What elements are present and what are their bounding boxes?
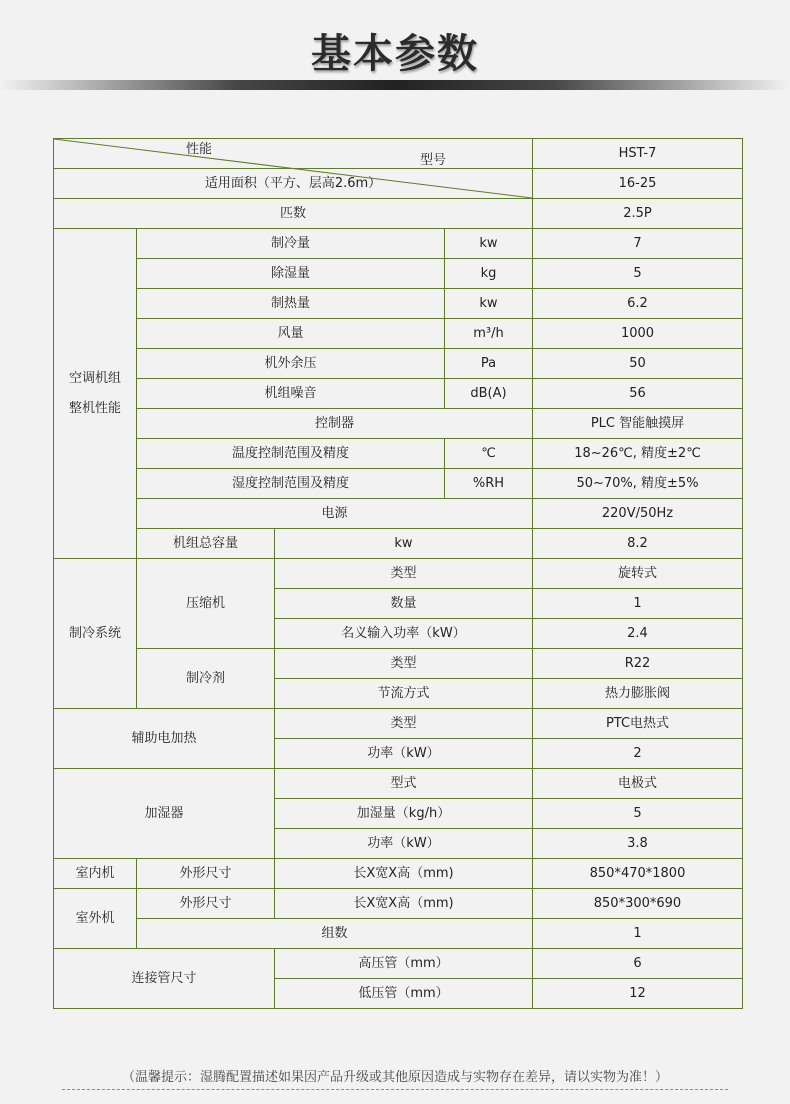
horsepower-label: 匹数	[54, 199, 533, 229]
table-row	[54, 709, 743, 739]
item-value: 3.8	[533, 829, 743, 859]
item-name: 湿度控制范围及精度	[137, 469, 445, 499]
item-name: 高压管（mm）	[275, 949, 533, 979]
item-name: 除湿量	[137, 259, 445, 289]
table-row	[54, 859, 743, 889]
item-value: 56	[533, 379, 743, 409]
item-name: 电源	[137, 499, 533, 529]
item-name: 类型	[275, 649, 533, 679]
unit-group-label	[54, 229, 137, 559]
item-value: 7	[533, 229, 743, 259]
item-name: 型式	[275, 769, 533, 799]
item-name: 功率（kW）	[275, 739, 533, 769]
item-unit: Pa	[445, 349, 533, 379]
outdoor-group-label: 组数	[137, 919, 533, 949]
unit-group-label-line1: 空调机组	[68, 370, 121, 386]
table-row	[54, 199, 743, 229]
indoor-label: 室内机	[54, 859, 137, 889]
item-value: PTC电热式	[533, 709, 743, 739]
table-row	[54, 289, 743, 319]
table-row	[54, 649, 743, 679]
item-name: 低压管（mm）	[275, 979, 533, 1009]
disclaimer-note: （温馨提示：湿腾配置描述如果因产品升级或其他原因造成与实物存在差异，请以实物为准！）	[121, 1070, 668, 1085]
indoor-sub-label: 外形尺寸	[137, 859, 275, 889]
horsepower-value: 2.5P	[533, 199, 743, 229]
dashed-divider	[62, 1089, 728, 1090]
table-row	[54, 349, 743, 379]
item-unit: ℃	[445, 439, 533, 469]
outdoor-dim-label: 长X宽X高（mm)	[275, 889, 533, 919]
item-value: 12	[533, 979, 743, 1009]
item-name: 制冷量	[137, 229, 445, 259]
item-unit: kw	[445, 289, 533, 319]
table-row	[54, 949, 743, 979]
item-value: 1000	[533, 319, 743, 349]
compressor-label: 压缩机	[137, 559, 275, 649]
item-unit: kw	[275, 529, 533, 559]
indoor-dim-value: 850*470*1800	[533, 859, 743, 889]
table-header-row	[54, 139, 743, 169]
indoor-dim-label: 长X宽X高（mm)	[275, 859, 533, 889]
item-name: 类型	[275, 559, 533, 589]
table-row	[54, 889, 743, 919]
outdoor-sub-label: 外形尺寸	[137, 889, 275, 919]
refrigerant-label: 制冷剂	[137, 649, 275, 709]
unit-group-label-line2: 整机性能	[68, 400, 121, 416]
piping-label: 连接管尺寸	[54, 949, 275, 1009]
item-name: 温度控制范围及精度	[137, 439, 445, 469]
table-row	[54, 769, 743, 799]
item-name: 机组噪音	[137, 379, 445, 409]
item-value: 220V/50Hz	[533, 499, 743, 529]
item-value: 1	[533, 589, 743, 619]
outdoor-label: 室外机	[54, 889, 137, 949]
parameters-table	[53, 138, 743, 1009]
item-name: 功率（kW）	[275, 829, 533, 859]
item-value: 旋转式	[533, 559, 743, 589]
item-unit: kw	[445, 229, 533, 259]
item-value: 6.2	[533, 289, 743, 319]
item-name: 制热量	[137, 289, 445, 319]
item-value: 热力膨胀阀	[533, 679, 743, 709]
item-value: 6	[533, 949, 743, 979]
item-unit: %RH	[445, 469, 533, 499]
page-title: 基本参数	[311, 31, 479, 77]
item-name: 机组总容量	[137, 529, 275, 559]
title-underline	[0, 80, 790, 90]
model-label: 型号	[419, 153, 446, 168]
model-value: HST-7	[533, 139, 743, 169]
table-row	[54, 499, 743, 529]
refrigeration-label: 制冷系统	[54, 559, 137, 709]
table-row	[54, 319, 743, 349]
item-name: 机外余压	[137, 349, 445, 379]
item-value: R22	[533, 649, 743, 679]
table-row	[54, 469, 743, 499]
item-name: 节流方式	[275, 679, 533, 709]
diagonal-header-cell	[54, 139, 533, 169]
item-value: 电极式	[533, 769, 743, 799]
outdoor-dim-value: 850*300*690	[533, 889, 743, 919]
humidifier-label: 加湿器	[54, 769, 275, 859]
item-value: 2.4	[533, 619, 743, 649]
item-name: 类型	[275, 709, 533, 739]
item-unit: kg	[445, 259, 533, 289]
table-row	[54, 229, 743, 259]
table-row	[54, 439, 743, 469]
table-row	[54, 529, 743, 559]
performance-label: 性能	[186, 142, 213, 157]
item-name: 加湿量（kg/h）	[275, 799, 533, 829]
area-label: 适用面积（平方、层高2.6m）	[54, 169, 533, 199]
item-unit: m³/h	[445, 319, 533, 349]
area-value: 16-25	[533, 169, 743, 199]
item-value: 5	[533, 259, 743, 289]
table-row	[54, 379, 743, 409]
item-value: 50	[533, 349, 743, 379]
item-name: 控制器	[137, 409, 533, 439]
aux-heater-label: 辅助电加热	[54, 709, 275, 769]
table-row	[54, 259, 743, 289]
item-name: 数量	[275, 589, 533, 619]
item-value: 2	[533, 739, 743, 769]
table-row	[54, 559, 743, 589]
table-row	[54, 919, 743, 949]
item-unit: dB(A)	[445, 379, 533, 409]
item-value: 8.2	[533, 529, 743, 559]
table-row	[54, 409, 743, 439]
diagonal-line	[54, 139, 532, 198]
item-name: 名义输入功率（kW）	[275, 619, 533, 649]
item-value: 5	[533, 799, 743, 829]
item-name: 风量	[137, 319, 445, 349]
outdoor-group-value: 1	[533, 919, 743, 949]
item-value: 18~26℃, 精度±2℃	[533, 439, 743, 469]
item-value: PLC 智能触摸屏	[533, 409, 743, 439]
item-value: 50~70%, 精度±5%	[533, 469, 743, 499]
